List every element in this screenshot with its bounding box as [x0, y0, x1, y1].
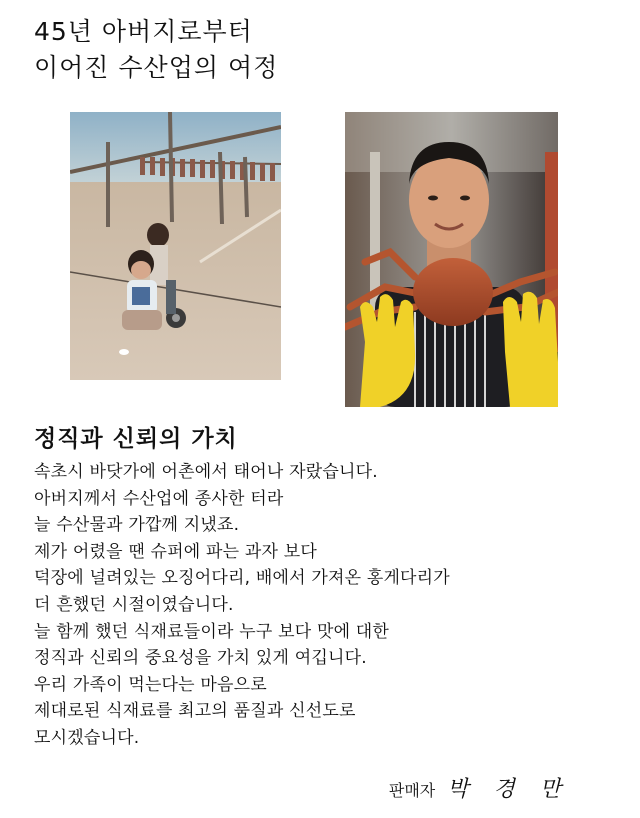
- childhood-photo: [70, 112, 281, 380]
- seller-signature: [389, 772, 570, 803]
- seller-with-crab-photo: [345, 112, 558, 407]
- seller-name: 박 경 만: [447, 777, 570, 802]
- story-line: 제가 어렸을 땐 슈퍼에 파는 과자 보다: [34, 541, 317, 562]
- story-line: 우리 가족이 먹는다는 마음으로: [34, 674, 267, 695]
- story-line: 정직과 신뢰의 중요성을 가치 있게 여깁니다.: [34, 648, 367, 669]
- title-line-2: 이어진 수산업의 여정: [34, 53, 279, 82]
- story-line: 더 흔했던 시절이였습니다.: [34, 594, 234, 615]
- story-text: [34, 459, 624, 752]
- story-line: 모시겠습니다.: [34, 727, 140, 748]
- section-heading: 정직과 신뢰의 가치: [34, 426, 238, 452]
- story-line: 덕장에 널려있는 오징어다리, 배에서 가져온 홍게다리가: [34, 568, 450, 589]
- page-title: [34, 14, 594, 86]
- story-line: 늘 함께 했던 식재료들이라 누구 보다 맛에 대한: [34, 621, 390, 642]
- story-line: 제대로된 식재료를 최고의 품질과 신선도로: [34, 701, 356, 722]
- story-line: 아버지께서 수산업에 종사한 터라: [34, 488, 284, 509]
- story-line: 속초시 바닷가에 어촌에서 태어나 자랐습니다.: [34, 462, 378, 482]
- title-line-1: 45년 아버지로부터: [34, 17, 253, 46]
- story-line: 늘 수산물과 가깝께 지냈죠.: [34, 515, 240, 536]
- seller-label: 판매자: [388, 781, 436, 800]
